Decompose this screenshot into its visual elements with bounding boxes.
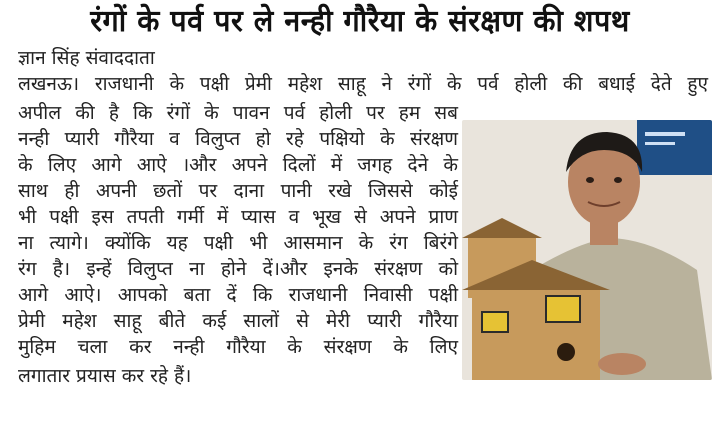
body-line: लखनऊ। राजधानी के पक्षी प्रेमी महेश साहू ने रंगों के पर्व होली की बधाई देते हुए [18,73,708,95]
birdhouse-sticker [546,296,580,322]
birdhouse-sticker [482,312,508,332]
tv-screen [637,120,712,175]
body-line: प्रेमी महेश साहू बीते कई सालों से मेरी प्यारी गौरैया [18,310,458,332]
person-eye [586,177,594,183]
body-line: भी पक्षी इस तपती गर्मी में प्यास व भूख से अपने प्राण [18,206,458,228]
tv-screen-text [645,132,685,136]
body-line: के लिए आगे आऐ ।और अपने दिलों में जगह देने के [18,154,458,176]
body-line: मुहिम चला कर नन्ही गौरैया के संरक्षण के लिए [18,336,458,358]
person-eye [614,177,622,183]
photo-illustration [462,120,712,380]
person-hand [598,353,646,375]
body-line: साथ ही अपनी छतों पर दाना पानी रखे जिससे कोई [18,180,458,202]
body-line: नन्ही प्यारी गौरैया व विलुप्त हो रहे पक्षियो के संरक्षण [18,128,458,150]
body-line: अपील की है कि रंगों के पावन पर्व होली पर हम सब [18,102,458,124]
article-byline: ज्ञान सिंह संवाददाता [18,47,155,69]
body-line: लगातार प्रयास कर रहे हैं। [18,365,192,387]
birdhouse-hole [557,343,575,361]
body-line: ना त्यागे। क्योंकि यह पक्षी भी आसमान के रंग बिरंगे [18,232,458,254]
tv-screen-text [645,142,675,145]
body-line: आगे आऐ। आपको बता दें कि राजधानी निवासी पक्षी [18,284,458,306]
body-line: रंग है। इन्हें विलुप्त ना होने दें।और इनके संरक्षण को [18,258,458,280]
person-with-birdhouse-photo [462,120,712,380]
article-headline: रंगों के पर्व पर ले नन्ही गौरैया के संरक्षण की शपथ [90,4,630,39]
